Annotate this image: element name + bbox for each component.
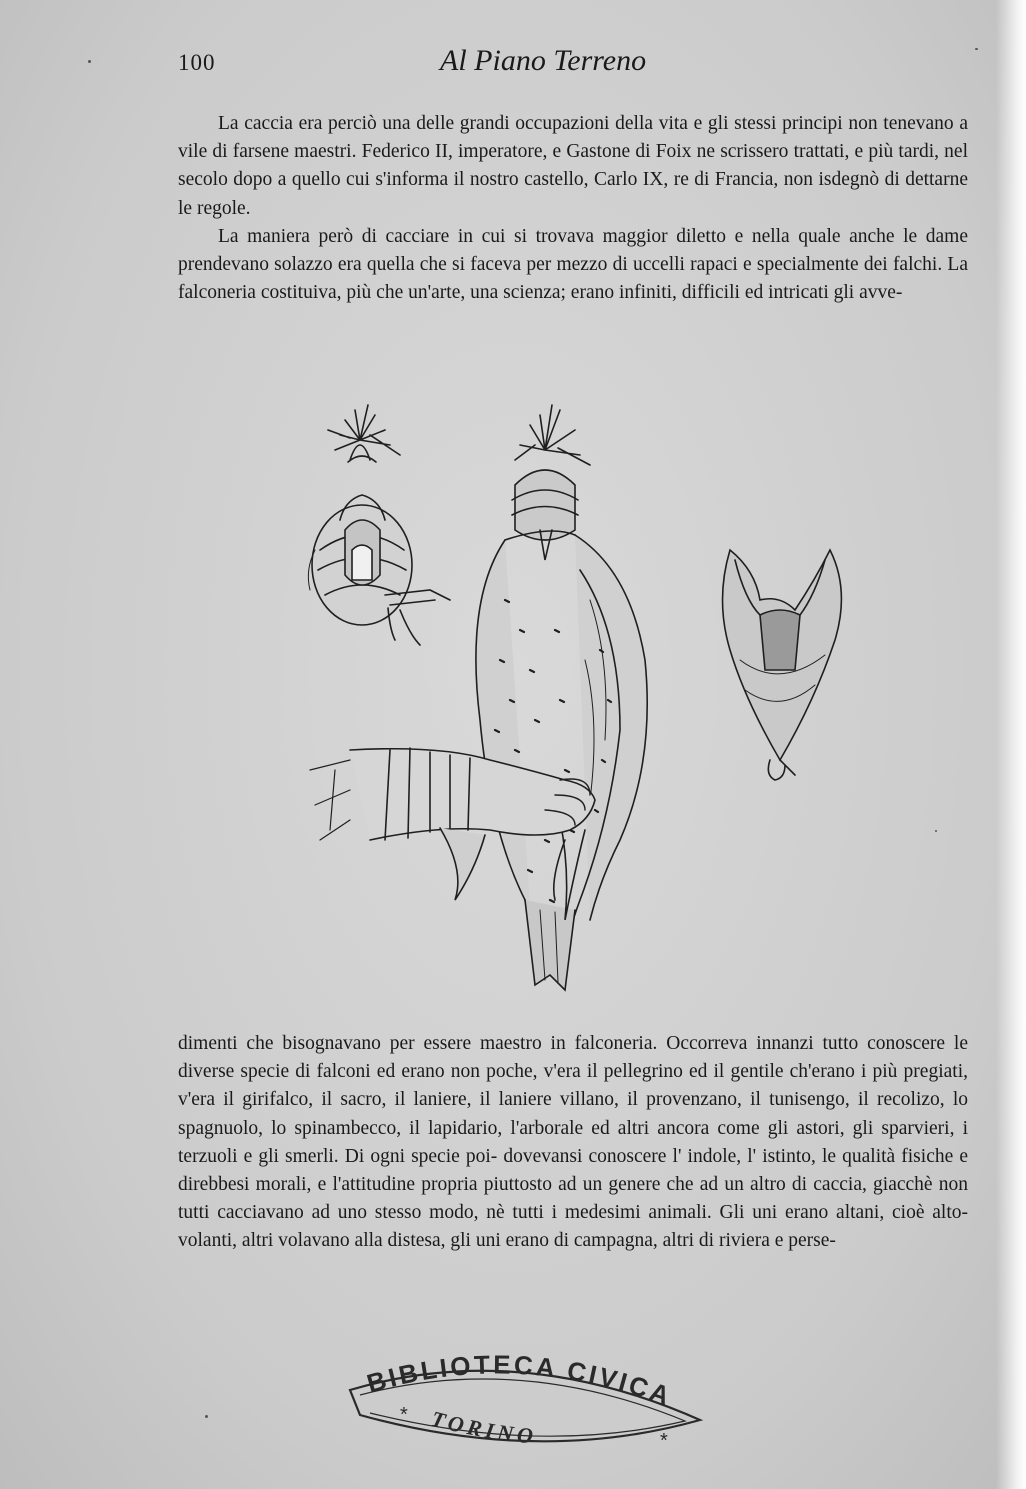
speck <box>205 1415 208 1418</box>
page-header <box>178 44 968 84</box>
bottom-text-block <box>178 1030 968 1256</box>
running-title: Al Piano Terreno <box>440 44 647 77</box>
svg-text:*: * <box>400 1404 408 1426</box>
page-edge <box>996 0 1026 1489</box>
svg-text:TORINO <box>429 1406 538 1449</box>
stamp-line-1: BIBLIOTECA CIVICA <box>363 1349 677 1412</box>
falcon-hood-icon <box>308 405 450 645</box>
open-hood-icon <box>723 550 842 780</box>
top-text-block <box>178 110 968 307</box>
library-stamp <box>340 1345 710 1455</box>
hooded-falcon-on-glove-icon <box>310 405 647 990</box>
speck <box>935 830 937 832</box>
falconry-illustration <box>290 400 870 1000</box>
page-number: 100 <box>178 50 216 75</box>
svg-text:*: * <box>660 1430 668 1452</box>
paragraph: dimenti che bisognavano per essere maestro in falconeria. Occorreva innanzi tutto conoscere le diverse specie di falconi ed erano non poche, v'era il pellegrino ed il gentile ch'erano i più pregiati, v'era il girifalco, il sacro, il laniere, il laniere villano, il provenzano, il tunisengo, il recolizo, lo spagnuolo, lo spinambecco, il lapidario, l'arborale ed altri ancora come gli astori, gli sparvieri, i terzuoli e gli smerli. Di ogni specie poi- dovevansi conoscere l' indole, l' istinto, le qualità fisiche e direbbesi morali, e l'attitudine propria piuttosto ad un genere che ad un altro di caccia, giacchè non tutti cacciavano ad uno stesso modo, nè tutti i medesimi animali. Gli uni erano altani, cioè alto-volanti, altri volavano alla distesa, gli uni erano di campagna, altri di riviera e perse- <box>178 1033 968 1252</box>
paragraph: La caccia era perciò una delle grandi occupazioni della vita e gli stessi principi non tenevano a vile di farsene maestri. Federico II, imperatore, e Gastone di Foix ne scrissero trattati, e più tardi, nel secolo dopo a quello cui s'informa il nostro castello, Carlo IX, re di Francia, non isdegnò di dettarne le regole. <box>178 113 968 219</box>
stamp-line-2: TORINO <box>428 1405 539 1449</box>
paragraph: La maniera però di cacciare in cui si trovava maggior diletto e nella quale anche le dame prendevano solazzo era quella che si faceva per mezzo di uccelli rapaci e specialmente dei falchi. La falconeria costituiva, più che un'arte, una scienza; erano infiniti, difficili ed intricati gli avve- <box>178 225 968 304</box>
speck <box>975 48 978 50</box>
speck <box>88 60 91 63</box>
